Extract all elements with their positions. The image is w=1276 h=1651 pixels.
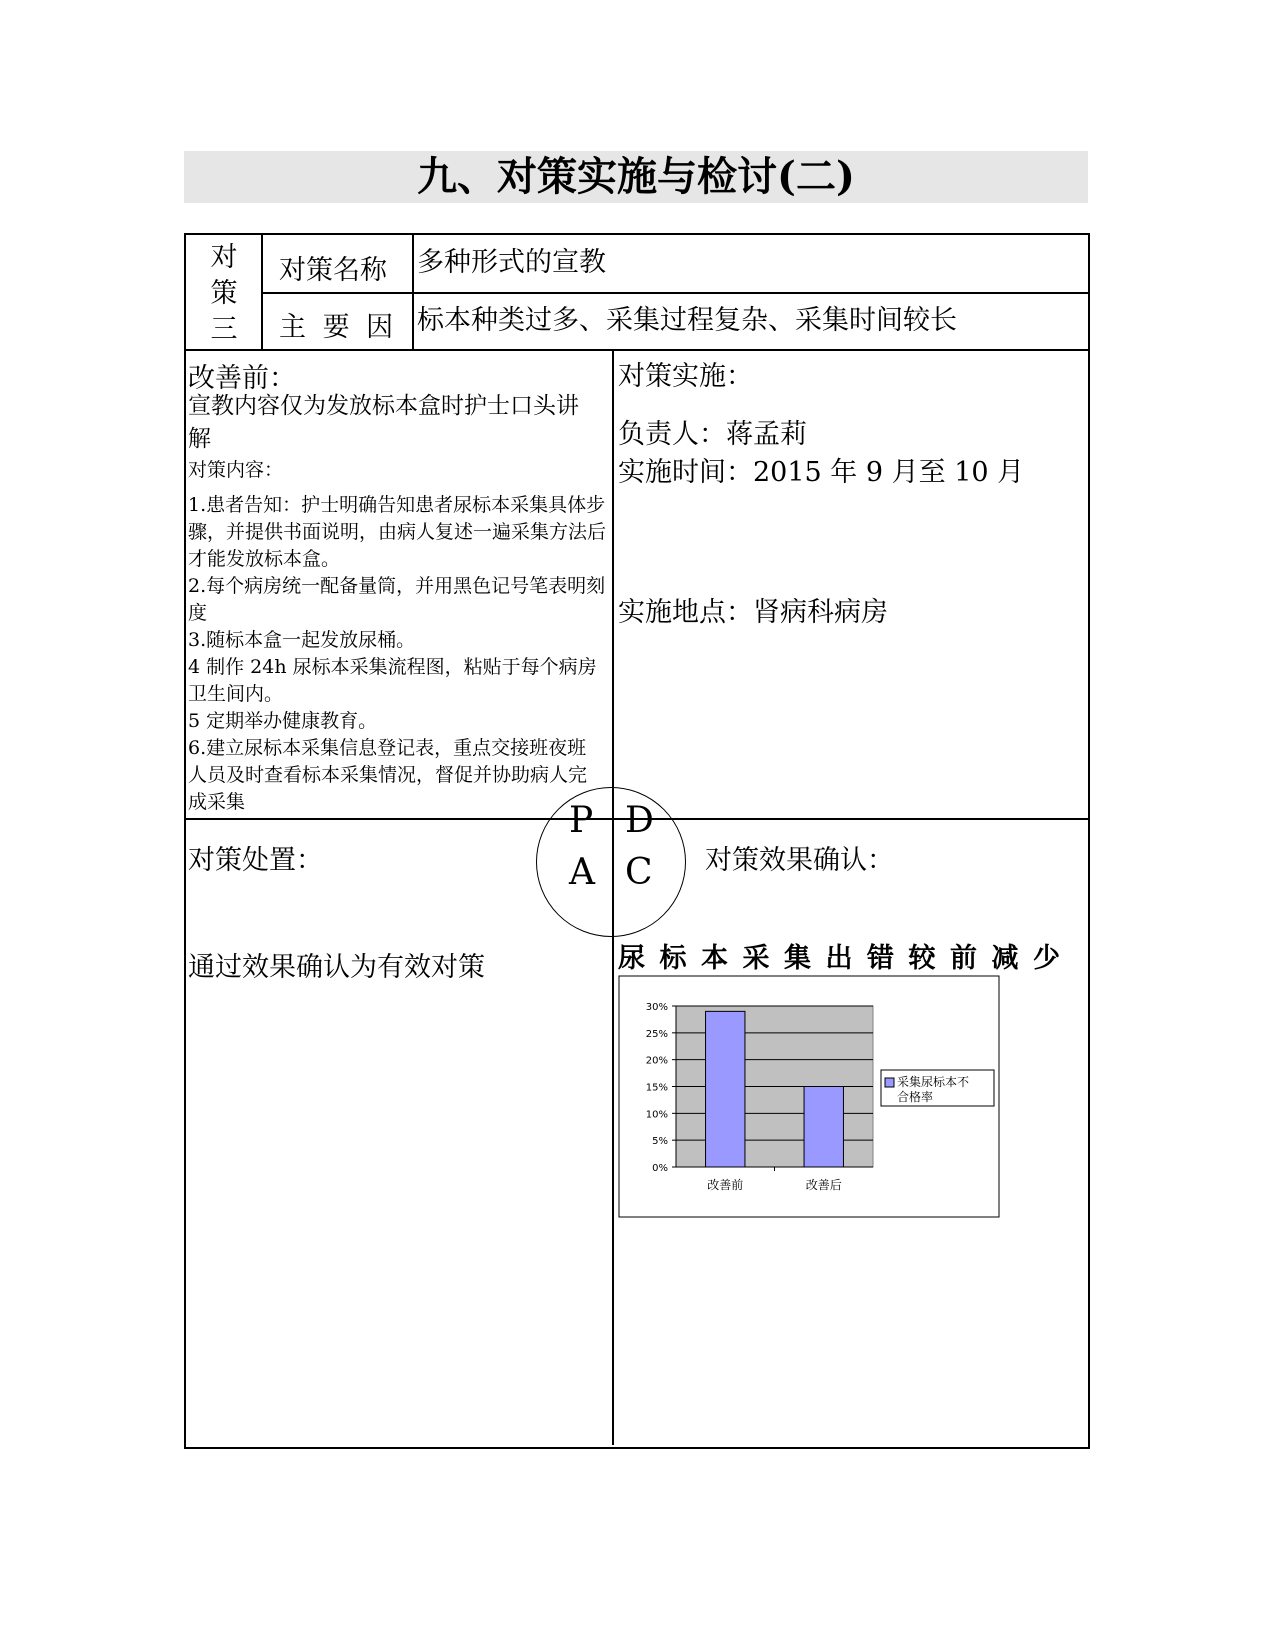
countermeasure-name-value: 多种形式的宣教 [417, 247, 606, 278]
pdca-p: P [569, 800, 594, 841]
pdca-vertical-line [612, 787, 614, 937]
countermeasure-list [188, 492, 610, 816]
label-char-3: 三 [210, 314, 238, 345]
pdca-d: D [625, 800, 654, 841]
legend-label: 合格率 [897, 1090, 934, 1104]
implementation-time: 实施时间：2015 年 9 月至 10 月 [618, 457, 1025, 488]
y-tick-label: 10% [645, 1109, 668, 1121]
y-tick-label: 25% [645, 1028, 668, 1040]
header-bottom-line [186, 349, 1088, 351]
y-tick-label: 15% [645, 1082, 668, 1094]
countermeasure-number-label [206, 240, 242, 348]
chart-svg [618, 975, 1000, 1218]
before-heading: 改善前： [188, 363, 296, 394]
list-item: 6.建立尿标本采集信息登记表，重点交接班夜班人员及时查看标本采集情况，督促并协助病人完成采集 [188, 737, 588, 813]
content-label: 对策内容： [188, 459, 284, 481]
legend-swatch [885, 1078, 894, 1087]
bar [804, 1087, 843, 1168]
main-cause-label: 主 要 因 [279, 312, 398, 343]
implementation-heading: 对策实施： [618, 361, 753, 392]
main-cause-value: 标本种类过多、采集过程复杂、采集时间较长 [417, 305, 957, 336]
y-tick-label: 20% [645, 1055, 668, 1067]
check-heading: 对策效果确认： [705, 845, 894, 876]
list-item: 2.每个病房统一配备量筒，并用黑色记号笔表明刻度 [188, 575, 606, 624]
before-text: 宣教内容仅为发放标本盒时护士口头讲解 [188, 393, 579, 452]
implementation-place: 实施地点：肾病科病房 [618, 597, 888, 628]
defect-rate-chart [618, 975, 1000, 1218]
act-heading: 对策处置： [188, 845, 323, 876]
list-item: 1.患者告知：护士明确告知患者尿标本采集具体步骤，并提供书面说明，由病人复述一遍采集方法后才能发放标本盒。 [188, 494, 607, 570]
pdca-c: C [625, 852, 653, 893]
act-result: 通过效果确认为有效对策 [188, 952, 485, 983]
list-item: 4 制作 24h 尿标本采集流程图，粘贴于每个病房卫生间内。 [188, 656, 597, 705]
label-char-2: 策 [210, 278, 238, 309]
pdca-a: A [569, 852, 595, 893]
x-tick-label: 改善前 [707, 1178, 744, 1192]
countermeasure-name-label: 对策名称 [279, 255, 387, 286]
list-item: 3.随标本盒一起发放尿桶。 [188, 629, 416, 651]
legend-label: 采集尿标本不 [897, 1075, 970, 1089]
page-title: 九、对策实施与检讨(二) [184, 151, 1088, 203]
bar [706, 1011, 745, 1167]
list-item: 5 定期举办健康教育。 [188, 710, 378, 732]
header-row-divider [261, 292, 1088, 294]
y-tick-label: 5% [652, 1136, 668, 1148]
y-tick-label: 30% [645, 1002, 668, 1013]
check-summary: 尿标本采集出错较前减少 [618, 943, 1075, 974]
y-tick-label: 0% [652, 1163, 668, 1174]
pdca-cycle-circle [536, 787, 686, 937]
label-char-1: 对 [210, 242, 238, 273]
x-tick-label: 改善后 [805, 1178, 842, 1192]
owner: 负责人：蒋孟莉 [618, 419, 807, 450]
